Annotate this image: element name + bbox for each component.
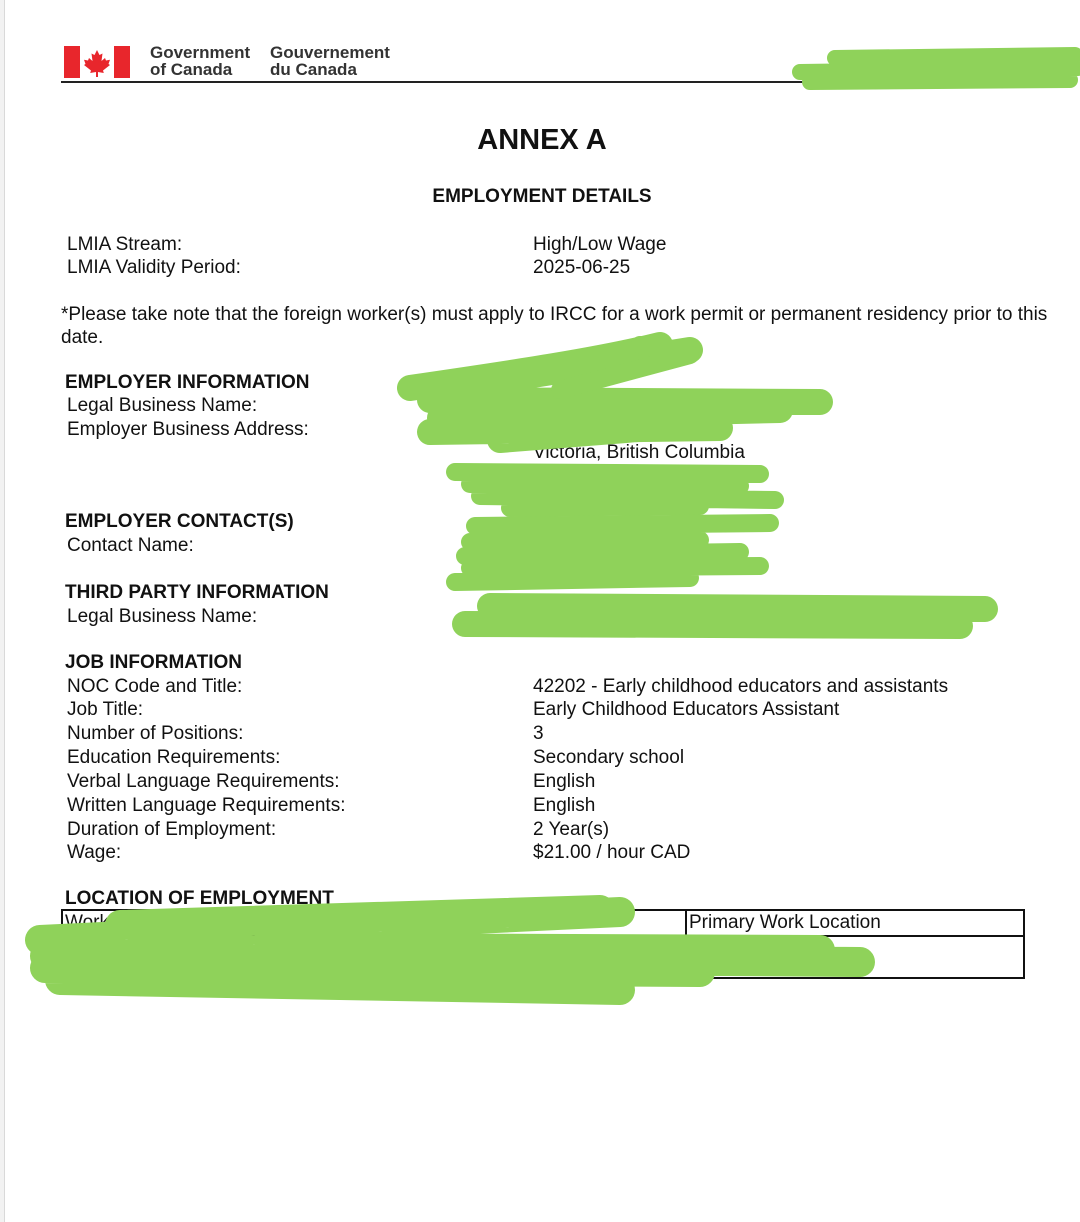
page-title: ANNEX A [477,124,607,156]
permit-note: *Please take note that the foreign worker(s) must apply to IRCC for a work permit or permanent residency prior to this date. [61,304,1048,348]
header-rule [61,81,1076,83]
job-row-value: English [533,795,596,816]
job-row-value: 42202 - Early childhood educators and assistants [533,676,949,697]
location-col-primary: Primary Work Location [689,912,881,933]
employer-legal-name-label: Legal Business Name: [67,395,258,416]
government-wordmark-fr: Gouvernement du Canada [270,43,390,79]
table-row-divider [63,935,1023,937]
third-party-legal-name-label: Legal Business Name: [67,606,258,627]
lmia-validity-label: LMIA Validity Period: [67,257,241,278]
job-row-label: Number of Positions: [67,723,244,744]
job-row-label: Job Title: [67,699,144,720]
job-row-label: Written Language Requirements: [67,795,346,816]
job-row-value: 2 Year(s) [533,819,610,840]
lmia-stream-value: High/Low Wage [533,234,667,255]
job-row-label: Wage: [67,842,122,863]
lmia-validity-value: 2025-06-25 [533,257,631,278]
job-row-value: Early Childhood Educators Assistant [533,699,840,720]
location-table [61,909,1025,979]
job-row-label: Verbal Language Requirements: [67,771,340,792]
job-row-label: NOC Code and Title: [67,676,243,697]
contact-name-label: Contact Name: [67,535,194,556]
employer-contacts-heading: EMPLOYER CONTACT(S) [65,511,294,532]
location-heading: LOCATION OF EMPLOYMENT [65,888,334,909]
government-wordmark-en: Government of Canada [150,43,251,79]
job-row-value: English [533,771,596,792]
canada-flag-icon [64,46,130,78]
job-row-value: 3 [533,723,544,744]
lmia-stream-label: LMIA Stream: [67,234,183,255]
employer-address-city: Victoria, British Columbia [533,442,745,463]
location-col-work-location: Work Locatio [65,912,176,933]
job-row-label: Duration of Employment: [67,819,277,840]
employer-info-heading: EMPLOYER INFORMATION [65,372,310,393]
job-row-value: Secondary school [533,747,685,768]
job-row-value: $21.00 / hour CAD [533,842,691,863]
job-info-heading: JOB INFORMATION [65,652,242,673]
table-divider [375,911,377,935]
job-row-label: Education Requirements: [67,747,281,768]
employer-address-label: Employer Business Address: [67,419,309,440]
location-col-employer: Empl [381,912,425,933]
third-party-heading: THIRD PARTY INFORMATION [65,582,329,603]
page-subtitle: EMPLOYMENT DETAILS [432,186,652,207]
